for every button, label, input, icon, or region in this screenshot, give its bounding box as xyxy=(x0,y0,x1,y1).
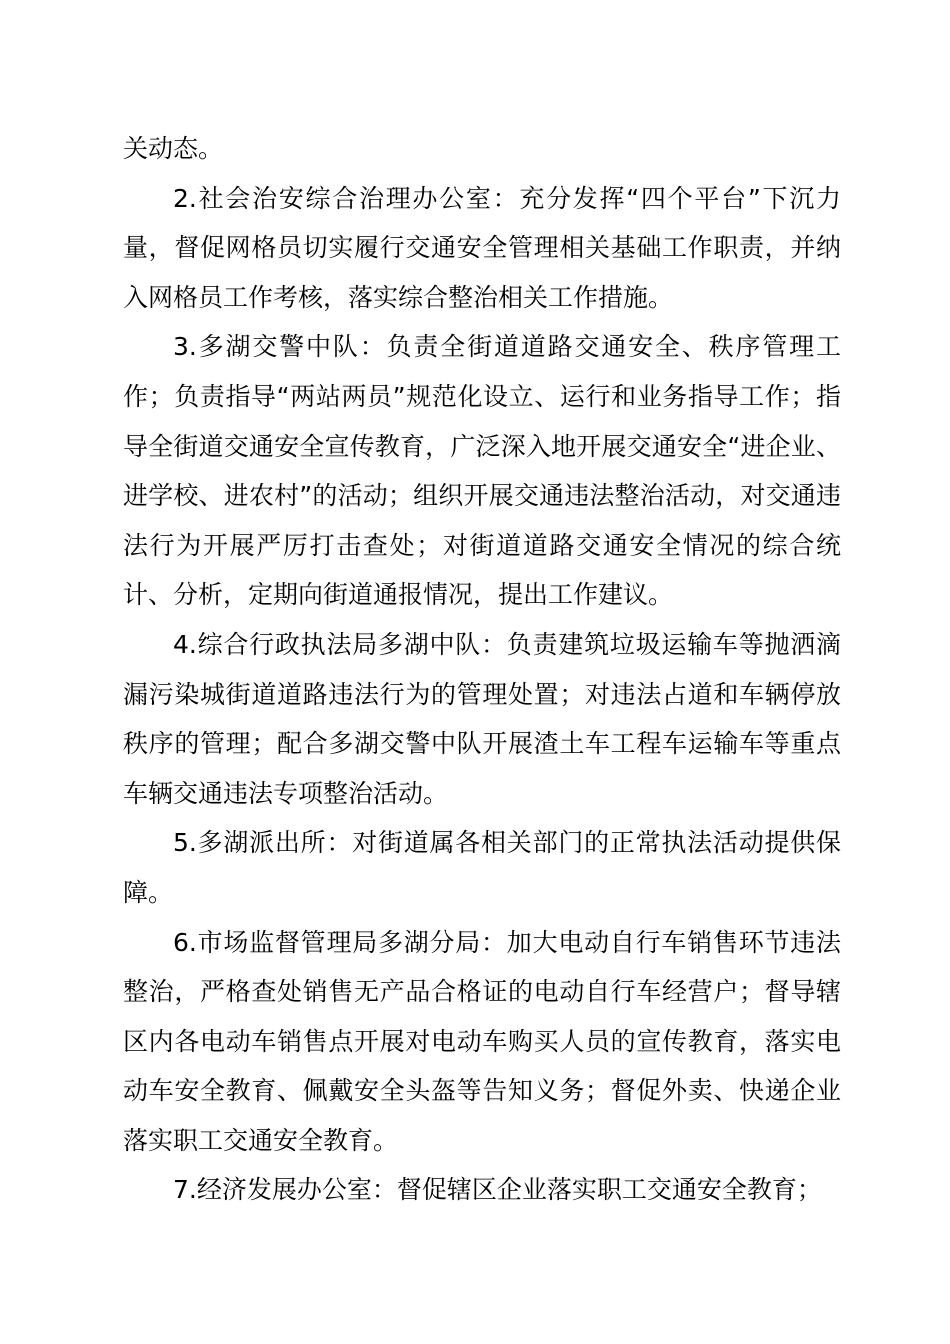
paragraph-item-3: 3.多湖交警中队：负责全街道道路交通安全、秩序管理工作；负责指导“两站两员”规范化设立、运行和业务指导工作；指导全街道交通安全宣传教育，广泛深入地开展交通安全“进企业、进学校、进农村”的活动；组织开展交通违法整治活动，对交通违法行为开展严厉打击查处；对街道道路交通安全情况的综合统计、分析，定期向街道通报情况，提出工作建议。 xyxy=(123,332,841,610)
paragraph-item-6: 6.市场监督管理局多湖分局：加大电动自行车销售环节违法整治，严格查处销售无产品合格证的电动自行车经营户；督导辖区内各电动车销售点开展对电动车购买人员的宣传教育，落实电动车安全教育、佩戴安全头盔等告知义务；督促外卖、快递企业落实职工交通安全教育。 xyxy=(123,927,841,1155)
paragraph-item-5: 5.多湖派出所：对街道属各相关部门的正常执法活动提供保障。 xyxy=(123,828,841,907)
paragraph-item-7: 7.经济发展办公室：督促辖区企业落实职工交通安全教育； xyxy=(173,1175,822,1205)
paragraph-continuation: 关动态。 xyxy=(123,134,224,163)
paragraph-item-2: 2.社会治安综合治理办公室：充分发挥“四个平台”下沉力量，督促网格员切实履行交通安全管理相关基础工作职责，并纳入网格员工作考核，落实综合整治相关工作措施。 xyxy=(123,183,841,312)
paragraph-item-4: 4.综合行政执法局多湖中队：负责建筑垃圾运输车等抛洒滴漏污染城街道道路违法行为的管理处置；对违法占道和车辆停放秩序的管理；配合多湖交警中队开展渣土车工程车运输车等重点车辆交通违法专项整治活动。 xyxy=(123,629,841,808)
document-body xyxy=(123,124,841,1215)
